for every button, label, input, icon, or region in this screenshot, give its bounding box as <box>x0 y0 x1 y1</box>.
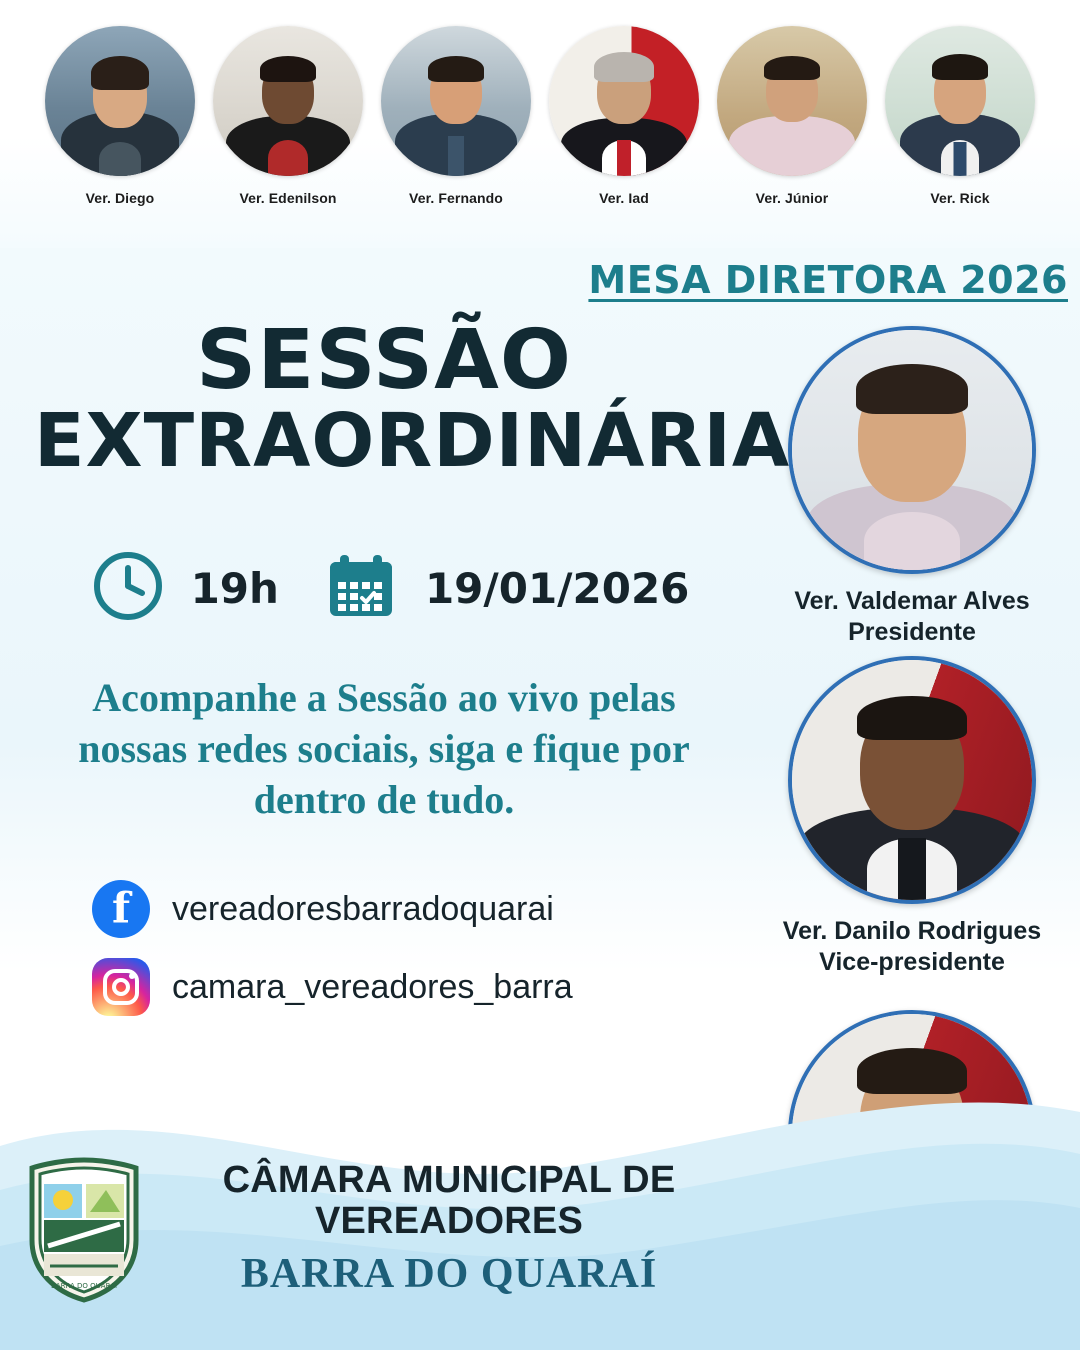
page-title <box>34 313 791 484</box>
councillors-strip <box>0 0 1080 248</box>
councillor-name: Ver. Fernando <box>409 190 503 206</box>
councillor-item-diego <box>44 26 196 248</box>
event-datetime <box>60 548 720 629</box>
facebook-icon[interactable] <box>92 880 150 938</box>
headline-line-2: EXTRAORDINÁRIA <box>34 397 791 484</box>
councillor-photo-diego <box>45 26 195 176</box>
councillor-item-rick <box>884 26 1036 248</box>
clock-icon <box>91 549 165 628</box>
instagram-handle: camara_vereadores_barra <box>172 967 573 1006</box>
councillor-photo-fernando <box>381 26 531 176</box>
event-date: 19/01/2026 <box>424 564 690 613</box>
mesa-member-vice-president <box>762 656 1062 977</box>
councillor-name: Ver. Iad <box>599 190 649 206</box>
mesa-member-name: Ver. Danilo Rodrigues <box>782 917 1042 945</box>
councillor-item-iad <box>548 26 700 248</box>
facebook-handle: vereadoresbarradoquarai <box>172 889 554 928</box>
footer-city: BARRA DO QUARAÍ <box>240 1251 658 1298</box>
social-link-instagram[interactable] <box>92 958 573 1016</box>
councillor-item-edenilson <box>212 26 364 248</box>
councillor-photo-junior <box>717 26 867 176</box>
footer <box>0 1154 740 1304</box>
municipal-coat-of-arms <box>20 1154 148 1304</box>
mesa-photo-valdemar <box>788 326 1036 574</box>
social-link-facebook[interactable] <box>92 880 573 938</box>
svg-text:BARRA DO QUARAÍ: BARRA DO QUARAÍ <box>50 1282 118 1290</box>
calendar-icon <box>323 548 399 629</box>
councillor-photo-rick <box>885 26 1035 176</box>
councillor-name: Ver. Júnior <box>755 190 829 206</box>
event-time: 19h <box>190 564 279 613</box>
councillor-name: Ver. Rick <box>930 190 990 206</box>
event-description: Acompanhe a Sessão ao vivo pelas nossas redes sociais, siga e fique por dentro de tudo. <box>78 675 690 823</box>
instagram-icon[interactable] <box>92 958 150 1016</box>
councillor-name: Ver. Edenilson <box>239 190 337 206</box>
mesa-member-role: Vice-presidente <box>819 947 1005 976</box>
mesa-diretora-title: MESA DIRETORA 2026 <box>588 258 1068 302</box>
councillor-photo-edenilson <box>213 26 363 176</box>
headline-line-1: SESSÃO <box>195 313 573 408</box>
mesa-photo-danilo <box>788 656 1036 904</box>
councillor-item-junior <box>716 26 868 248</box>
social-links <box>92 880 573 1016</box>
footer-institution: CÂMARA MUNICIPAL DE VEREADORES <box>222 1158 676 1242</box>
councillor-name: Ver. Diego <box>85 190 155 206</box>
mesa-member-name: Ver. Valdemar Alves <box>794 587 1030 615</box>
mesa-member-president <box>762 326 1062 647</box>
councillor-photo-iad <box>549 26 699 176</box>
mesa-member-role: Presidente <box>848 617 976 646</box>
councillor-item-fernando <box>380 26 532 248</box>
